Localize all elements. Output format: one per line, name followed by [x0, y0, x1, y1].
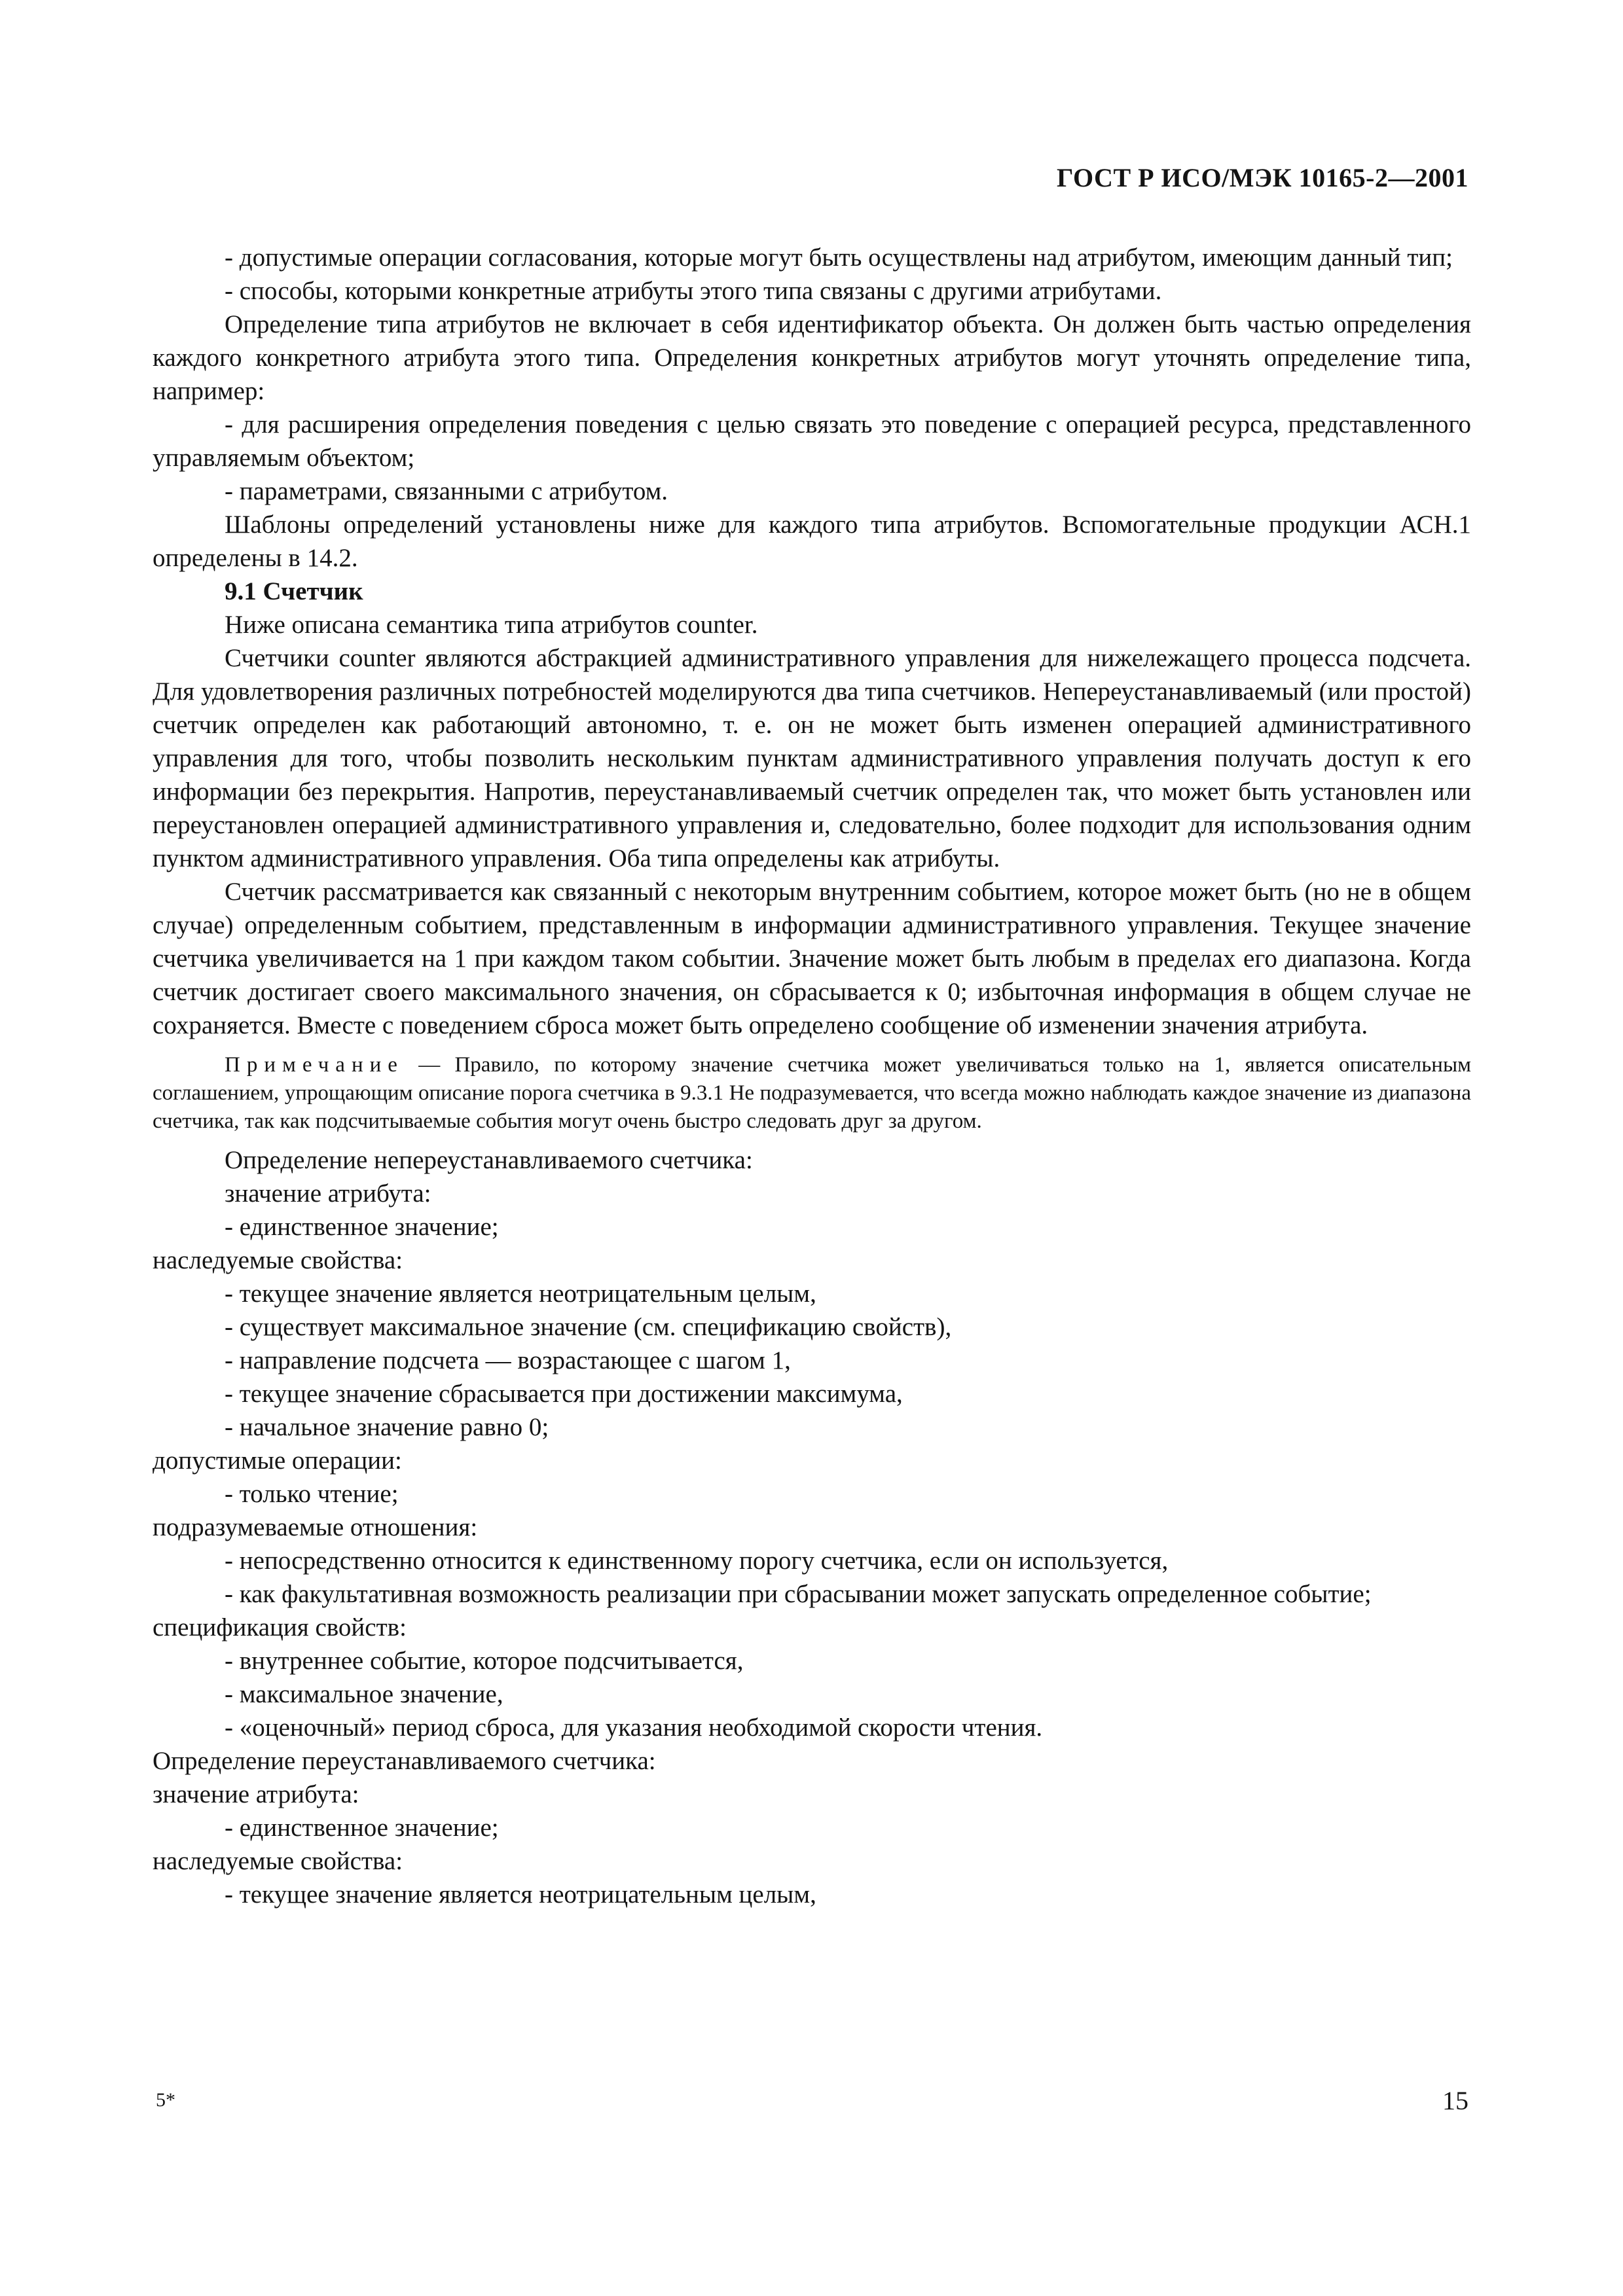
- list-item: - текущее значение является неотрицательным целым,: [225, 1880, 816, 1909]
- list-heading: наследуемые свойства:: [153, 1246, 403, 1274]
- list-item: - начальное значение равно 0;: [225, 1413, 549, 1441]
- list-item: - внутреннее событие, которое подсчитывается,: [225, 1647, 744, 1675]
- list-item: - текущее значение сбрасывается при достижении максимума,: [225, 1380, 903, 1408]
- paragraph: - допустимые операции согласования, которые могут быть осуществлены над атрибутом, имеющим данный тип;: [225, 243, 1453, 272]
- paragraph: Ниже описана семантика типа атрибутов counter.: [225, 611, 758, 639]
- paragraph: Счетчики counter являются абстракцией административного управления для нижележащего процесса подсчета. Для удовлетворения различных потребностей моделируются два типа счетчиков. Непереустанавливаемый (или простой) счетчик определен как работающий автономно, т. е. он не может быть изменен операцией административного управления для того, чтобы позволить нескольким пунктам административного управления получать доступ к его информации без перекрытия. Напротив, переустанавливаемый счетчик определен так, что может быть установлен или переустановлен операцией административного управления и, следовательно, более подходит для использования одним пунктом административного управления. Оба типа определены как атрибуты.: [153, 644, 1471, 872]
- list-heading: спецификация свойств:: [153, 1613, 407, 1641]
- note-label: Примечание: [225, 1053, 404, 1077]
- note: [153, 1051, 1471, 1136]
- section-heading: 9.1 Счетчик: [225, 577, 363, 605]
- list-item: значение атрибута:: [225, 1179, 431, 1208]
- list-item: - единственное значение;: [225, 1213, 499, 1241]
- definition-title: Определение непереустанавливаемого счетчика:: [225, 1146, 753, 1174]
- note-text: — Правило, по которому значение счетчика может увеличиваться только на 1, является описательным соглашением, упрощающим описание порога счетчика в 9.3.1 Не подразумевается, что всегда можно наблюдать каждое значение из диапазона счетчика, так как подсчитываемые события могут очень быстро следовать друг за другом.: [153, 1053, 1471, 1133]
- list-item: - «оценочный» период сброса, для указания необходимой скорости чтения.: [225, 1713, 1043, 1742]
- list-heading: наследуемые свойства:: [153, 1847, 403, 1875]
- list-item: - только чтение;: [225, 1480, 399, 1508]
- list-heading: значение атрибута:: [153, 1780, 359, 1808]
- list-heading: допустимые операции:: [153, 1446, 402, 1475]
- list-item: - существует максимальное значение (см. спецификацию свойств),: [225, 1313, 952, 1341]
- sheet-mark: 5*: [156, 2089, 175, 2111]
- list-item: - максимальное значение,: [225, 1680, 503, 1708]
- document-header: ГОСТ Р ИСО/МЭК 10165-2—2001: [1057, 163, 1468, 192]
- document-body: [153, 241, 1471, 1911]
- definition-title: Определение переустанавливаемого счетчика:: [153, 1747, 656, 1775]
- list-item: - как факультативная возможность реализации при сбрасывании может запускать определенное событие;: [225, 1580, 1372, 1608]
- paragraph: Счетчик рассматривается как связанный с некоторым внутренним событием, которое может быть (но не в общем случае) определенным событием, представленным в информации административного управления. Текущее значение счетчика увеличивается на 1 при каждом таком событии. Значение может быть любым в пределах его диапазона. Когда счетчик достигает своего максимального значения, он сбрасывается к 0; избыточная информация в общем случае не сохраняется. Вместе с поведением сброса может быть определено сообщение об изменении значения атрибута.: [153, 878, 1471, 1039]
- list-heading: подразумеваемые отношения:: [153, 1513, 478, 1541]
- list-item: - непосредственно относится к единственному порогу счетчика, если он используется,: [225, 1547, 1169, 1575]
- page-number: 15: [1442, 2086, 1468, 2115]
- paragraph: - способы, которыми конкретные атрибуты этого типа связаны с другими атрибутами.: [225, 277, 1162, 305]
- paragraph: - для расширения определения поведения с целью связать это поведение с операцией ресурса, представленного управляемым объектом;: [153, 410, 1471, 472]
- paragraph: Шаблоны определений установлены ниже для каждого типа атрибутов. Вспомогательные продукции АСН.1 определены в 14.2.: [153, 511, 1471, 572]
- paragraph: - параметрами, связанными с атрибутом.: [225, 477, 668, 505]
- list-item: - единственное значение;: [225, 1814, 499, 1842]
- list-item: - текущее значение является неотрицательным целым,: [225, 1280, 816, 1308]
- list-item: - направление подсчета — возрастающее с шагом 1,: [225, 1346, 791, 1374]
- paragraph: Определение типа атрибутов не включает в себя идентификатор объекта. Он должен быть частью определения каждого конкретного атрибута этого типа. Определения конкретных атрибутов могут уточнять определение типа, например:: [153, 310, 1471, 405]
